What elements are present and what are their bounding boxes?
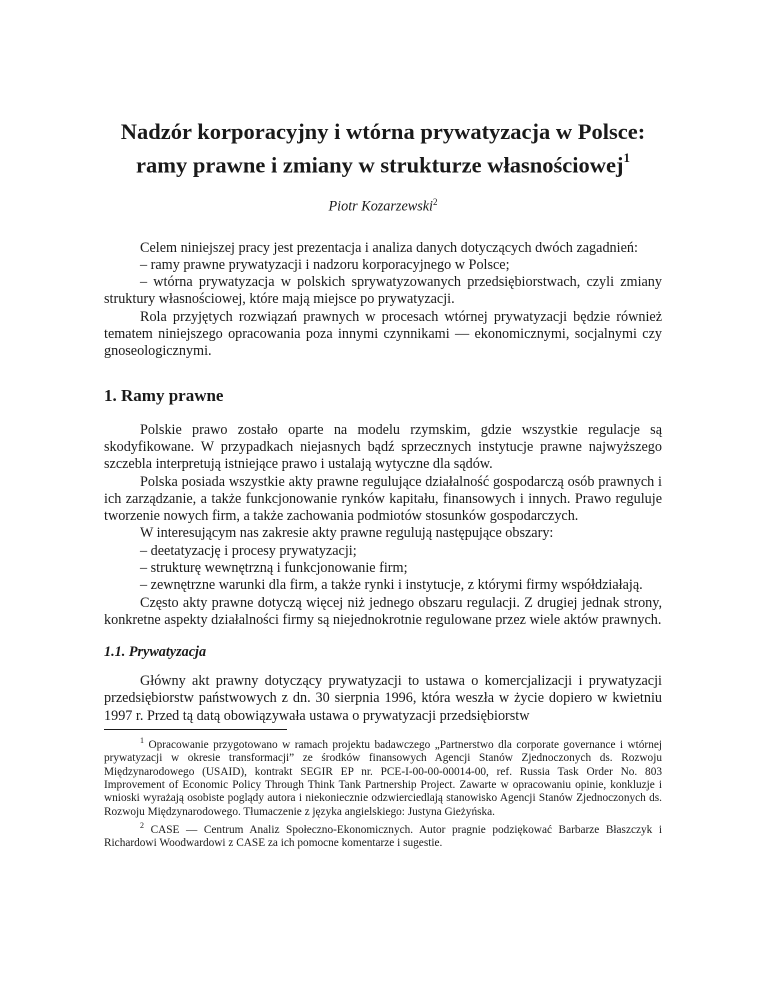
footnote-text: Opracowanie przygotowano w ramach projektu badawczego „Partnerstwo dla corporate governance i wtórnej prywatyzacji w okresie transformacji” ze środków finansowych Agencji Stanów Zjednoczonych ds. Rozwoju Międzynarodowego (USAID), kontrakt SEGIR EP nr. PCE-I-00-00-00014-00, ref. Russia Task Order No. 803 Improvement of Economic Policy Through Think Tank Partnership Project. Zawarte w opracowaniu opinie, konkluzje i wnioski wyrażają osobiste poglądy autora i niekoniecznie odzwierciedlają stanowisko Agencji Stanów Zjednoczonych ds. Rozwoju Międzynarodowego. Tłumaczenie z języka angielskiego: Justyna Gieżyńska. [104, 738, 662, 818]
title-footnote-ref: 1 [623, 150, 630, 165]
footnote-divider [104, 729, 287, 730]
author-footnote-ref: 2 [432, 196, 438, 207]
section-heading-ramy-prawne: 1. Ramy prawne [104, 385, 224, 405]
body-paragraph: Polska posiada wszystkie akty prawne regulujące działalność gospodarczą osób prawnych i ich zarządzanie, a także funkcjonowanie rynków kapitału, finansowych i innych. Prawo reguluje tworzenie nowych firm, a także zachowania podmiotów stosunków gospodarczych. [104, 473, 662, 525]
author-line [104, 194, 662, 216]
title-line-2: ramy prawne i zmiany w strukturze własnościowej [136, 152, 624, 178]
footnote-2 [104, 819, 662, 851]
intro-list-item: – wtórna prywatyzacja w polskich sprywatyzowanych przedsiębiorstwach, czyli zmiany struktury własnościowej, które mają miejsce po prywatyzacji. [104, 274, 662, 308]
footnote-number: 2 [140, 821, 144, 831]
section-1-body [104, 422, 662, 630]
intro-list-item: – ramy prawne prywatyzacji i nadzoru korporacyjnego w Polsce; [140, 256, 510, 273]
intro-section [104, 240, 662, 361]
title-line-1: Nadzór korporacyjny i wtórna prywatyzacja w Polsce: [120, 119, 646, 144]
list-item: – strukturę wewnętrzną i funkcjonowanie firm; [140, 559, 408, 576]
document-title [104, 118, 662, 180]
author-name: Piotr Kozarzewski [328, 198, 433, 215]
body-paragraph: Główny akt prawny dotyczący prywatyzacji to ustawa o komercjalizacji i prywatyzacji przedsiębiorstw państwowych z dn. 30 sierpnia 1996, która weszła w życie dopiero w kwietniu 1997 r. Przed tą datą obowiązywała ustawa o prywatyzacji przedsiębiorstw [104, 673, 662, 724]
footnote-1 [104, 734, 662, 819]
list-item: – zewnętrzne warunki dla firm, a także rynki i instytucje, z którymi firmy współdziałają. [140, 577, 643, 594]
footnote-text: CASE — Centrum Analiz Społeczno-Ekonomicznych. Autor pragnie podziękować Barbarze Błaszczyk i Richardowi Woodwardowi z CASE za ich pomocne komentarze i sugestie. [104, 824, 662, 850]
body-paragraph: Polskie prawo zostało oparte na modelu rzymskim, gdzie wszystkie regulacje są skodyfikowane. W przypadkach niejasnych bądź sprzecznych instytucje prawne najwyższego szczebla interpretują istniejące prawo i ustalają wytyczne dla sądów. [104, 421, 662, 473]
body-paragraph: Często akty prawne dotyczą więcej niż jednego obszaru regulacji. Z drugiej jednak strony, konkretne aspekty działalności firmy są niejednokrotnie regulowane przez wiele aktów prawnych. [104, 594, 662, 628]
footnotes [104, 734, 662, 851]
intro-paragraph: Rola przyjętych rozwiązań prawnych w procesach wtórnej prywatyzacji będzie również tematem niniejszego opracowania poza innymi czynnikami — ekonomicznymi, socjalnymi czy gnoseologicznymi. [104, 308, 662, 360]
list-item: – deetatyzację i procesy prywatyzacji; [140, 542, 357, 559]
document-page [104, 118, 662, 851]
footnote-number: 1 [140, 736, 144, 746]
intro-paragraph: Celem niniejszej pracy jest prezentacja i analiza danych dotyczących dwóch zagadnień: [140, 239, 638, 256]
subsection-heading-prywatyzacja: 1.1. Prywatyzacja [104, 644, 207, 661]
body-paragraph: W interesującym nas zakresie akty prawne regulują następujące obszary: [140, 525, 554, 542]
